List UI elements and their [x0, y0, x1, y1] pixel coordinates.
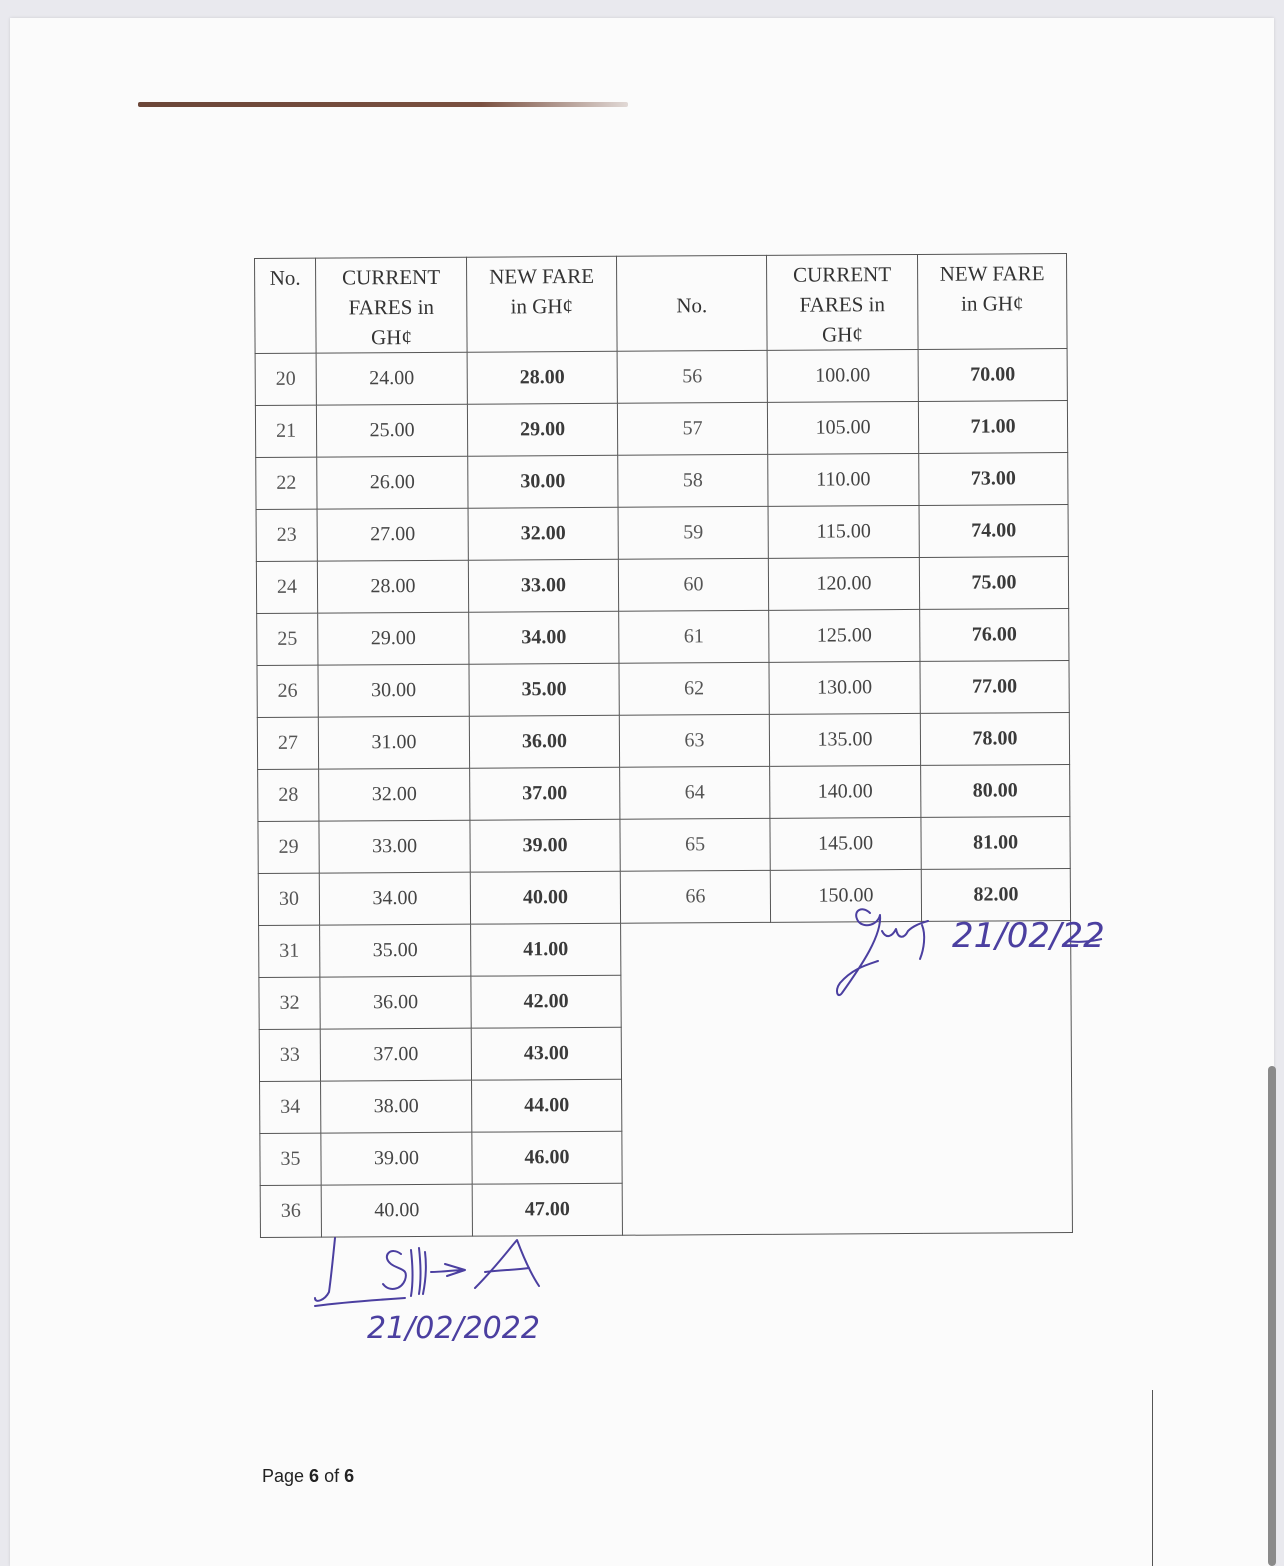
current-fare-right: 105.00 [767, 401, 918, 454]
row-number-left: 21 [255, 405, 316, 457]
current-fare-right: 135.00 [769, 713, 920, 766]
new-fare-left: 47.00 [472, 1183, 622, 1236]
new-fare-left: 46.00 [472, 1131, 622, 1184]
table-row [255, 349, 1067, 406]
scrollbar[interactable] [1268, 1066, 1276, 1566]
header-no-left: No. [255, 258, 317, 353]
header-new-line: in GH¢ [961, 291, 1024, 316]
new-fare-right: 82.00 [921, 869, 1070, 922]
current-fare-left: 38.00 [321, 1080, 472, 1133]
current-fare-left: 34.00 [319, 872, 470, 925]
table-row [256, 453, 1068, 510]
fare-table-body [255, 349, 1072, 1238]
header-current-line: CURRENT [793, 262, 892, 287]
signature-right [822, 895, 1112, 1005]
signature-bottom [305, 1228, 585, 1348]
new-fare-left: 34.00 [469, 611, 619, 664]
current-fare-left: 31.00 [318, 716, 469, 769]
header-new-right [917, 254, 1067, 350]
row-number-left: 36 [260, 1185, 321, 1237]
new-fare-left: 39.00 [470, 819, 620, 872]
current-fare-right: 115.00 [768, 505, 919, 558]
header-new-line: in GH¢ [510, 294, 574, 319]
current-fare-right: 140.00 [770, 765, 921, 818]
signature-bottom-date: 21/02/2022 [367, 1311, 540, 1346]
new-fare-left: 36.00 [469, 715, 619, 768]
row-number-left: 28 [258, 769, 319, 821]
new-fare-right: 78.00 [920, 713, 1069, 766]
row-number-left: 31 [259, 925, 320, 977]
new-fare-left: 32.00 [468, 507, 618, 560]
current-fare-left: 28.00 [317, 560, 468, 613]
row-number-right: 65 [620, 818, 770, 871]
table-row [256, 557, 1068, 614]
header-current-line: GH¢ [821, 322, 863, 347]
row-number-right: 62 [619, 662, 769, 715]
row-number-right: 60 [618, 558, 768, 611]
new-fare-left: 41.00 [471, 923, 621, 976]
table-row [258, 765, 1070, 822]
current-fare-left: 32.00 [319, 768, 470, 821]
current-fare-right: 130.00 [769, 661, 920, 714]
row-number-right: 58 [618, 454, 768, 507]
current-fare-right: 110.00 [768, 453, 919, 506]
row-number-left: 20 [255, 353, 316, 405]
row-number-left: 25 [257, 613, 318, 665]
new-fare-left: 29.00 [467, 403, 617, 456]
header-new-left [466, 256, 617, 352]
new-fare-right: 81.00 [921, 817, 1070, 870]
current-fare-right: 150.00 [770, 869, 921, 922]
header-current-line: FARES in [348, 294, 435, 320]
row-number-right: 56 [617, 350, 767, 403]
current-fare-left: 39.00 [321, 1132, 472, 1185]
row-number-left: 27 [257, 717, 318, 769]
current-fare-left: 33.00 [319, 820, 470, 873]
page-edge-line [1152, 1390, 1153, 1566]
header-rule [138, 102, 628, 107]
table-row [257, 609, 1069, 666]
new-fare-left: 33.00 [468, 559, 618, 612]
row-number-left: 33 [259, 1029, 320, 1081]
header-current-line: FARES in [799, 292, 886, 317]
new-fare-left: 28.00 [467, 351, 617, 404]
current-fare-left: 40.00 [321, 1184, 472, 1237]
row-number-right: 66 [620, 870, 770, 923]
row-number-left: 29 [258, 821, 319, 873]
new-fare-right: 71.00 [918, 401, 1067, 454]
row-number-left: 30 [258, 873, 319, 925]
table-row [257, 661, 1069, 718]
header-new-line: NEW FARE [489, 263, 595, 289]
row-number-left: 35 [260, 1133, 321, 1185]
row-number-left: 32 [259, 977, 320, 1029]
current-fare-left: 35.00 [320, 924, 471, 977]
new-fare-left: 35.00 [469, 663, 619, 716]
page-current: 6 [309, 1466, 320, 1486]
header-row [255, 254, 1068, 354]
table-row [256, 505, 1068, 562]
fare-table [254, 253, 1073, 1238]
table-row [255, 401, 1067, 458]
new-fare-right: 75.00 [919, 557, 1068, 610]
page-number [262, 1466, 354, 1487]
current-fare-left: 25.00 [316, 404, 467, 457]
new-fare-right: 80.00 [921, 765, 1070, 818]
row-number-right: 63 [619, 714, 769, 767]
current-fare-left: 26.00 [317, 456, 468, 509]
header-current-left [316, 257, 468, 353]
new-fare-right: 70.00 [918, 349, 1067, 402]
new-fare-left: 44.00 [472, 1079, 622, 1132]
header-current-right [766, 254, 918, 350]
row-number-right: 64 [620, 766, 770, 819]
current-fare-left: 37.00 [320, 1028, 471, 1081]
current-fare-right: 145.00 [770, 817, 921, 870]
row-number-left: 23 [256, 509, 317, 561]
signature-right-date: 21/02/22 [952, 916, 1105, 956]
table-row [257, 713, 1069, 770]
current-fare-right: 125.00 [769, 609, 920, 662]
row-number-right: 57 [617, 402, 767, 455]
header-current-line: GH¢ [370, 325, 412, 350]
page-prefix: Page [262, 1466, 310, 1486]
new-fare-left: 43.00 [471, 1027, 621, 1080]
header-no-right: No. [616, 255, 767, 351]
current-fare-left: 36.00 [320, 976, 471, 1029]
new-fare-right: 77.00 [920, 661, 1069, 714]
row-number-left: 34 [260, 1081, 321, 1133]
current-fare-left: 24.00 [316, 352, 467, 405]
header-new-line: NEW FARE [939, 261, 1045, 286]
new-fare-left: 40.00 [470, 871, 620, 924]
new-fare-left: 37.00 [470, 767, 620, 820]
row-number-left: 24 [256, 561, 317, 613]
header-current-line: CURRENT [342, 264, 441, 290]
new-fare-left: 42.00 [471, 975, 621, 1028]
new-fare-right: 73.00 [919, 453, 1068, 506]
new-fare-right: 76.00 [920, 609, 1069, 662]
new-fare-right: 74.00 [919, 505, 1068, 558]
page-total: 6 [344, 1466, 355, 1486]
table-row [258, 817, 1070, 874]
row-number-right: 59 [618, 506, 768, 559]
row-number-left: 22 [256, 457, 317, 509]
row-number-right: 61 [619, 610, 769, 663]
new-fare-left: 30.00 [468, 455, 618, 508]
current-fare-left: 30.00 [318, 664, 469, 717]
row-number-left: 26 [257, 665, 318, 717]
page-of: of [319, 1466, 345, 1486]
current-fare-right: 100.00 [767, 349, 918, 402]
current-fare-left: 29.00 [318, 612, 469, 665]
current-fare-right: 120.00 [768, 557, 919, 610]
current-fare-left: 27.00 [317, 508, 468, 561]
